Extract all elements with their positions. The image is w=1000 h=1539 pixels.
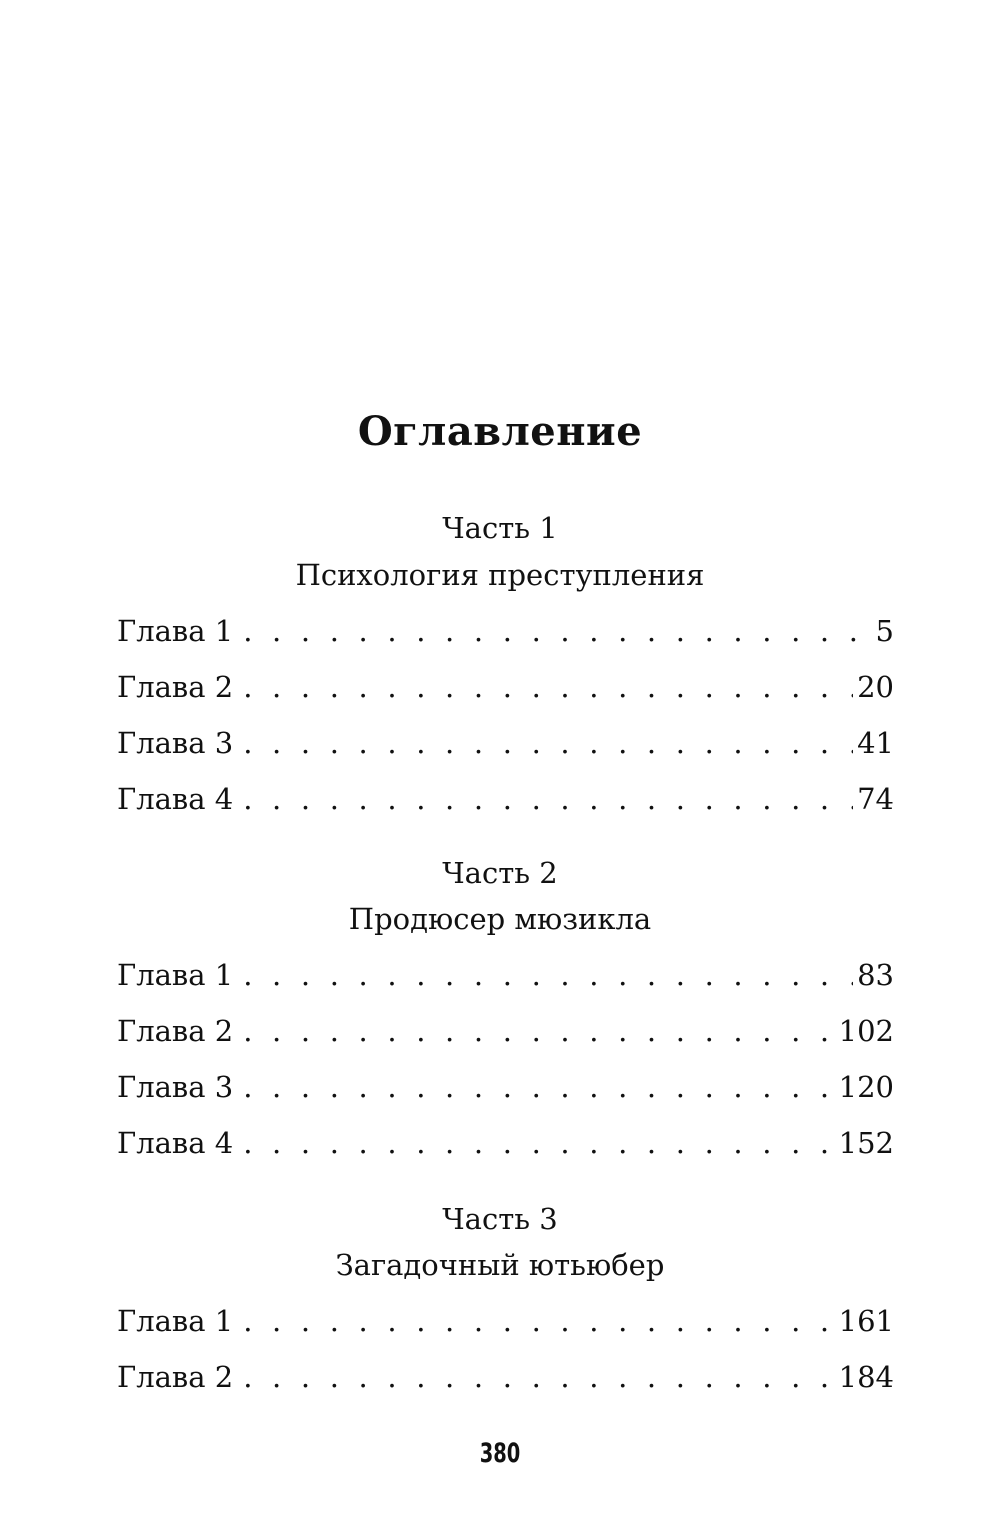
- chapter-page-number: 161: [838, 1304, 894, 1338]
- dot-leader: [243, 665, 853, 709]
- page-number: 380: [479, 1438, 521, 1469]
- dot-leader: [243, 1009, 834, 1053]
- toc-entry[interactable]: [117, 1121, 894, 1165]
- chapter-page-number: 83: [857, 958, 894, 992]
- toc-entry[interactable]: [117, 953, 894, 997]
- chapter-label: Глава 4: [117, 782, 234, 816]
- toc-entry[interactable]: [117, 665, 894, 709]
- part-title: Загадочный ютьюбер: [335, 1248, 665, 1282]
- part-label: Часть 2: [442, 856, 558, 890]
- chapter-label: Глава 1: [117, 958, 234, 992]
- chapter-label: Глава 3: [117, 1070, 234, 1104]
- toc-entry[interactable]: [117, 1065, 894, 1109]
- chapter-page-number: 20: [857, 670, 894, 704]
- chapter-label: Глава 2: [117, 1360, 234, 1394]
- dot-leader: [243, 953, 853, 997]
- toc-entry[interactable]: [117, 609, 894, 653]
- toc-entry[interactable]: [117, 1299, 894, 1343]
- dot-leader: [243, 721, 853, 765]
- chapter-page-number: 102: [838, 1014, 894, 1048]
- chapter-page-number: 74: [857, 782, 894, 816]
- dot-leader: [243, 1355, 834, 1399]
- dot-leader: [243, 1299, 834, 1343]
- dot-leader: [243, 609, 871, 653]
- chapter-label: Глава 2: [117, 1014, 234, 1048]
- part-title: Психология преступления: [295, 558, 705, 592]
- toc-entry[interactable]: [117, 1009, 894, 1053]
- part-label: Часть 3: [442, 1202, 558, 1236]
- toc-title: Оглавление: [357, 408, 643, 455]
- part-label: Часть 1: [442, 511, 558, 545]
- dot-leader: [243, 777, 853, 821]
- toc-entry[interactable]: [117, 1355, 894, 1399]
- toc-entry[interactable]: [117, 721, 894, 765]
- chapter-page-number: 41: [857, 726, 894, 760]
- chapter-label: Глава 3: [117, 726, 234, 760]
- chapter-label: Глава 2: [117, 670, 234, 704]
- dot-leader: [243, 1065, 834, 1109]
- toc-entry[interactable]: [117, 777, 894, 821]
- chapter-page-number: 5: [875, 614, 894, 648]
- chapter-label: Глава 4: [117, 1126, 234, 1160]
- chapter-page-number: 120: [838, 1070, 894, 1104]
- chapter-page-number: 184: [838, 1360, 894, 1394]
- chapter-page-number: 152: [838, 1126, 894, 1160]
- chapter-label: Глава 1: [117, 1304, 234, 1338]
- part-title: Продюсер мюзикла: [348, 902, 652, 936]
- dot-leader: [243, 1121, 834, 1165]
- chapter-label: Глава 1: [117, 614, 234, 648]
